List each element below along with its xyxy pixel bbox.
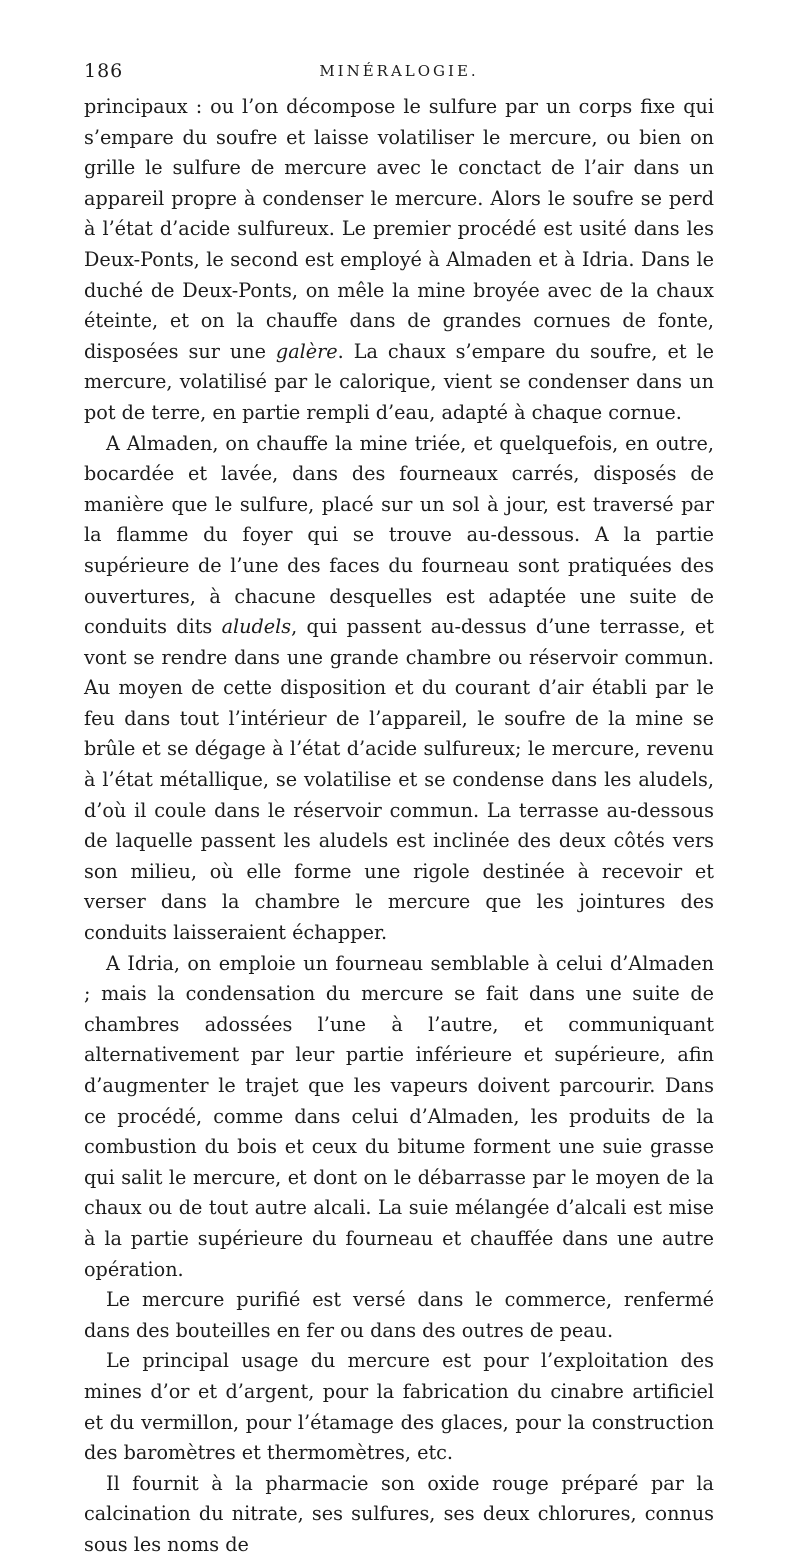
paragraph-usage: [84, 1346, 714, 1468]
italic-term: aludels: [221, 615, 292, 639]
italic-term: galère: [275, 339, 338, 363]
page-header: [84, 60, 714, 86]
body-text: [84, 92, 714, 1561]
paragraph-pharmacy: [84, 1469, 714, 1561]
paragraph-idria: [84, 949, 714, 1286]
paragraph-text: A Idria, on emploie un fourneau semblable à celui d’Almaden ; mais la condensation du mercure se fait dans une suite de chambres adossées l’une à l’autre, et communiquant alternativement par leur partie inférieure et supérieure, afin d’augmenter le trajet que les vapeurs doivent parcourir. Dans ce procédé, comme dans celui d’Almaden, les produits de la combustion du bois et ceux du bitume forment une suie grasse qui salit le mercure, et dont on le débarrasse par le moyen de la chaux ou de tout autre alcali. La suie mélangée d’alcali est mise à la partie supérieure du fourneau et chauffée dans une autre opération.: [84, 951, 714, 1281]
paragraph-text: Le mercure purifié est versé dans le commerce, renfermé dans des bouteilles en fer ou dans des outres de peau.: [84, 1288, 714, 1342]
paragraph-commerce: [84, 1285, 714, 1346]
paragraph-text: Le principal usage du mercure est pour l’exploitation des mines d’or et d’argent, pour la fabrication du cinabre artificiel et du vermillon, pour l’étamage des glaces, pour la construction des baromètres et thermomètres, etc.: [84, 1349, 714, 1465]
paragraph-text: , qui passent au-dessus d’une terrasse, et vont se rendre dans une grande chambre ou réservoir commun. Au moyen de cette disposition et du courant d’air établi par le feu dans tout l’intérieur de l’appareil, le soufre de la mine se brûle et se dégage à l’état d’acide sulfureux; le mercure, revenu à l’état métallique, se volatilise et se condense dans les aludels, d’où il coule dans le réservoir commun. La terrasse au-dessous de laquelle passent les aludels est inclinée des deux côtés vers son milieu, où elle forme une rigole destinée à recevoir et verser dans la chambre le mercure que les jointures des conduits laisseraient échapper.: [84, 615, 714, 945]
paragraph-text: Il fournit à la pharmacie son oxide rouge préparé par la calcination du nitrate, ses sulfures, ses deux chlorures, connus sous les noms de: [84, 1471, 714, 1556]
running-head: MINÉRALOGIE.: [319, 62, 479, 80]
paragraph-almaden: [84, 429, 714, 949]
paragraph-text: principaux : ou l’on décompose le sulfure par un corps fixe qui s’empare du soufre et laisse volatiliser le mercure, ou bien on grille le sulfure de mercure avec le conctact de l’air dans un appareil propre à condenser le mercure. Alors le soufre se perd à l’état d’acide sulfureux. Le premier procédé est usité dans les Deux-Ponts, le second est employé à Almaden et à Idria. Dans le duché de Deux-Ponts, on mêle la mine broyée avec de la chaux éteinte, et on la chauffe dans de grandes cornues de fonte, disposées sur une: [84, 95, 714, 363]
page-number: 186: [84, 60, 124, 82]
paragraph-continuation: [84, 92, 714, 429]
paragraph-text: . La chaux s’empare du soufre, et le mercure, volatilisé par le calorique, vient se condenser dans un pot de terre, en partie rempli d’eau, adapté à chaque cornue.: [84, 339, 715, 424]
paragraph-text: A Almaden, on chauffe la mine triée, et quelquefois, en outre, bocardée et lavée, dans des fourneaux carrés, disposés de manière que le sulfure, placé sur un sol à jour, est traversé par la flamme du foyer qui se trouve au-dessous. A la partie supérieure de l’une des faces du fourneau sont pratiquées des ouvertures, à chacune desquelles est adaptée une suite de conduits dits: [84, 431, 714, 639]
